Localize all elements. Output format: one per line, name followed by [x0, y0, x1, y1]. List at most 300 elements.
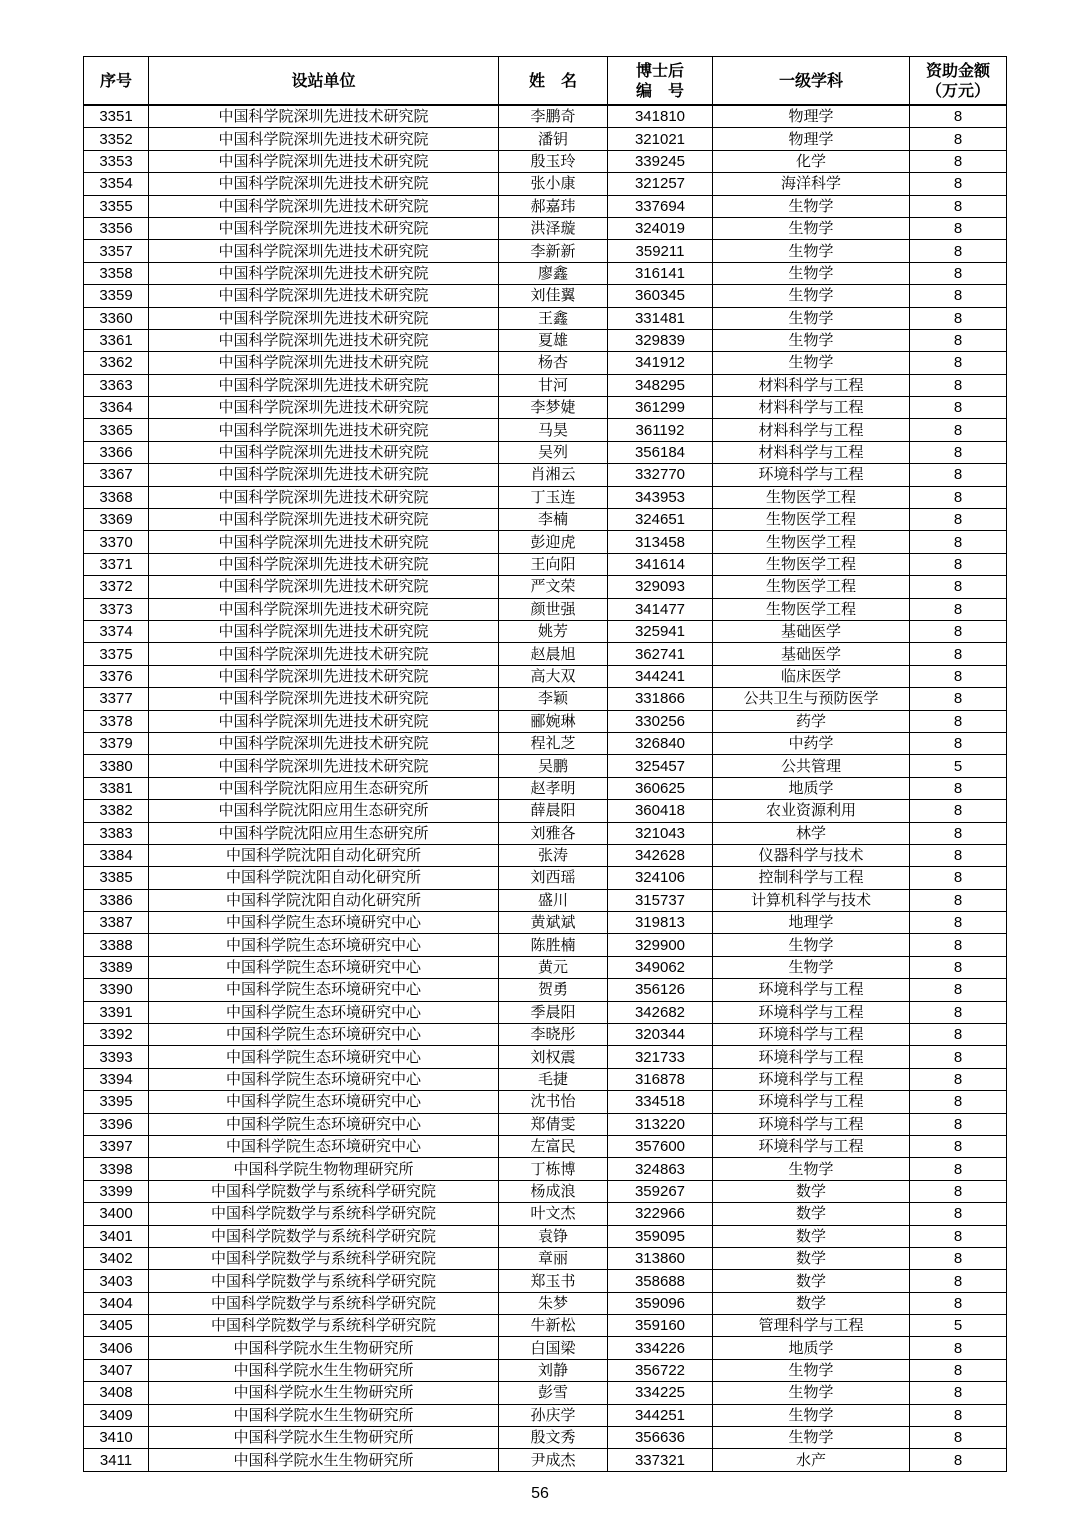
cell-unit: 中国科学院深圳先进技术研究院: [149, 732, 499, 754]
cell-name: 甘河: [499, 374, 608, 396]
table-row: [84, 374, 1007, 396]
cell-name: 黄斌斌: [499, 912, 608, 934]
cell-discipline: 材料科学与工程: [713, 441, 910, 463]
header-seq: 序号: [84, 57, 149, 106]
cell-postdoc-id: 341614: [608, 553, 713, 575]
cell-postdoc-id: 332770: [608, 464, 713, 486]
cell-name: 刘西瑶: [499, 867, 608, 889]
table-row: [84, 173, 1007, 195]
page-number: 56: [531, 1485, 549, 1502]
cell-name: 郑倩雯: [499, 1113, 608, 1135]
cell-postdoc-id: 339245: [608, 150, 713, 172]
cell-amount: 8: [910, 1068, 1007, 1090]
cell-name: 杨杏: [499, 352, 608, 374]
cell-amount: 8: [910, 553, 1007, 575]
cell-amount: 8: [910, 1180, 1007, 1202]
table-row: [84, 665, 1007, 687]
cell-name: 李梦婕: [499, 397, 608, 419]
cell-seq: 3381: [84, 777, 149, 799]
cell-unit: 中国科学院沈阳自动化研究所: [149, 844, 499, 866]
cell-postdoc-id: 361299: [608, 397, 713, 419]
table-row: [84, 1359, 1007, 1381]
table-row: [84, 979, 1007, 1001]
cell-amount: 8: [910, 509, 1007, 531]
table-row: [84, 822, 1007, 844]
cell-postdoc-id: 361192: [608, 419, 713, 441]
cell-unit: 中国科学院水生生物研究所: [149, 1337, 499, 1359]
cell-seq: 3403: [84, 1270, 149, 1292]
cell-amount: 8: [910, 800, 1007, 822]
cell-amount: 8: [910, 576, 1007, 598]
cell-amount: 8: [910, 285, 1007, 307]
cell-discipline: 生物学: [713, 1158, 910, 1180]
cell-name: 李鹏奇: [499, 105, 608, 128]
cell-seq: 3402: [84, 1247, 149, 1269]
cell-unit: 中国科学院数学与系统科学研究院: [149, 1292, 499, 1314]
cell-unit: 中国科学院深圳先进技术研究院: [149, 173, 499, 195]
cell-postdoc-id: 324863: [608, 1158, 713, 1180]
cell-name: 马昊: [499, 419, 608, 441]
table-row: [84, 688, 1007, 710]
cell-name: 张小康: [499, 173, 608, 195]
table-row: [84, 509, 1007, 531]
cell-discipline: 生物医学工程: [713, 509, 910, 531]
cell-discipline: 环境科学与工程: [713, 464, 910, 486]
cell-amount: 8: [910, 643, 1007, 665]
cell-discipline: 环境科学与工程: [713, 1024, 910, 1046]
header-unit: 设站单位: [149, 57, 499, 106]
cell-name: 牛新松: [499, 1315, 608, 1337]
cell-seq: 3397: [84, 1135, 149, 1157]
table-row: [84, 934, 1007, 956]
table-row: [84, 1315, 1007, 1337]
cell-amount: 8: [910, 867, 1007, 889]
cell-seq: 3399: [84, 1180, 149, 1202]
cell-unit: 中国科学院深圳先进技术研究院: [149, 486, 499, 508]
cell-unit: 中国科学院深圳先进技术研究院: [149, 643, 499, 665]
cell-postdoc-id: 337694: [608, 195, 713, 217]
table-row: [84, 195, 1007, 217]
table-row: [84, 150, 1007, 172]
cell-seq: 3375: [84, 643, 149, 665]
cell-seq: 3376: [84, 665, 149, 687]
cell-postdoc-id: 359211: [608, 240, 713, 262]
cell-seq: 3391: [84, 1001, 149, 1023]
cell-discipline: 仪器科学与技术: [713, 844, 910, 866]
cell-unit: 中国科学院沈阳自动化研究所: [149, 867, 499, 889]
cell-discipline: 生物学: [713, 956, 910, 978]
cell-name: 刘佳翼: [499, 285, 608, 307]
cell-discipline: 生物学: [713, 352, 910, 374]
table-row: [84, 643, 1007, 665]
cell-unit: 中国科学院水生生物研究所: [149, 1449, 499, 1471]
cell-seq: 3396: [84, 1113, 149, 1135]
cell-name: 季晨阳: [499, 1001, 608, 1023]
cell-unit: 中国科学院深圳先进技术研究院: [149, 755, 499, 777]
table-row: [84, 285, 1007, 307]
cell-seq: 3383: [84, 822, 149, 844]
cell-discipline: 环境科学与工程: [713, 1091, 910, 1113]
cell-seq: 3352: [84, 128, 149, 150]
header-name: 姓 名: [499, 57, 608, 106]
table-row: [84, 1292, 1007, 1314]
cell-discipline: 生物医学工程: [713, 598, 910, 620]
cell-unit: 中国科学院深圳先进技术研究院: [149, 665, 499, 687]
table-row: [84, 329, 1007, 351]
cell-seq: 3411: [84, 1449, 149, 1471]
cell-postdoc-id: 359096: [608, 1292, 713, 1314]
cell-discipline: 生物学: [713, 307, 910, 329]
cell-name: 张涛: [499, 844, 608, 866]
header-discipline: 一级学科: [713, 57, 910, 106]
cell-seq: 3404: [84, 1292, 149, 1314]
cell-name: 肖湘云: [499, 464, 608, 486]
cell-postdoc-id: 341912: [608, 352, 713, 374]
table-row: [84, 867, 1007, 889]
cell-name: 李新新: [499, 240, 608, 262]
cell-name: 郑玉书: [499, 1270, 608, 1292]
cell-amount: 8: [910, 195, 1007, 217]
cell-seq: 3359: [84, 285, 149, 307]
cell-discipline: 环境科学与工程: [713, 979, 910, 1001]
table-row: [84, 576, 1007, 598]
table-row: [84, 598, 1007, 620]
cell-discipline: 物理学: [713, 128, 910, 150]
cell-seq: 3365: [84, 419, 149, 441]
cell-unit: 中国科学院深圳先进技术研究院: [149, 329, 499, 351]
table-header: [84, 57, 1007, 106]
cell-postdoc-id: 342628: [608, 844, 713, 866]
cell-name: 左富民: [499, 1135, 608, 1157]
cell-postdoc-id: 313458: [608, 531, 713, 553]
cell-name: 殷文秀: [499, 1427, 608, 1449]
cell-postdoc-id: 329093: [608, 576, 713, 598]
cell-discipline: 生物学: [713, 285, 910, 307]
cell-name: 陈胜楠: [499, 934, 608, 956]
cell-seq: 3401: [84, 1225, 149, 1247]
cell-amount: 8: [910, 1427, 1007, 1449]
cell-seq: 3380: [84, 755, 149, 777]
cell-amount: 8: [910, 1024, 1007, 1046]
cell-name: 姚芳: [499, 620, 608, 642]
cell-amount: 5: [910, 1315, 1007, 1337]
table-row: [84, 128, 1007, 150]
cell-discipline: 材料科学与工程: [713, 419, 910, 441]
cell-unit: 中国科学院深圳先进技术研究院: [149, 576, 499, 598]
table-row: [84, 1337, 1007, 1359]
table-row: [84, 1270, 1007, 1292]
cell-seq: 3371: [84, 553, 149, 575]
table-body: [84, 105, 1007, 1471]
cell-name: 尹成杰: [499, 1449, 608, 1471]
cell-unit: 中国科学院生态环境研究中心: [149, 912, 499, 934]
cell-amount: 8: [910, 128, 1007, 150]
cell-postdoc-id: 360418: [608, 800, 713, 822]
cell-postdoc-id: 330256: [608, 710, 713, 732]
cell-name: 彭迎虎: [499, 531, 608, 553]
cell-unit: 中国科学院深圳先进技术研究院: [149, 105, 499, 128]
cell-name: 毛捷: [499, 1068, 608, 1090]
cell-name: 贺勇: [499, 979, 608, 1001]
cell-discipline: 基础医学: [713, 620, 910, 642]
cell-seq: 3379: [84, 732, 149, 754]
cell-postdoc-id: 321257: [608, 173, 713, 195]
cell-name: 王鑫: [499, 307, 608, 329]
cell-name: 章丽: [499, 1247, 608, 1269]
cell-name: 刘静: [499, 1359, 608, 1381]
table-row: [84, 1001, 1007, 1023]
cell-amount: 8: [910, 1158, 1007, 1180]
cell-amount: 8: [910, 486, 1007, 508]
table-row: [84, 486, 1007, 508]
cell-discipline: 水产: [713, 1449, 910, 1471]
cell-seq: 3395: [84, 1091, 149, 1113]
cell-name: 黄元: [499, 956, 608, 978]
cell-postdoc-id: 343953: [608, 486, 713, 508]
table-row: [84, 1404, 1007, 1426]
cell-unit: 中国科学院水生生物研究所: [149, 1382, 499, 1404]
table-row: [84, 1046, 1007, 1068]
cell-discipline: 地质学: [713, 1337, 910, 1359]
cell-seq: 3368: [84, 486, 149, 508]
cell-postdoc-id: 337321: [608, 1449, 713, 1471]
cell-unit: 中国科学院深圳先进技术研究院: [149, 531, 499, 553]
cell-seq: 3405: [84, 1315, 149, 1337]
cell-name: 孙庆学: [499, 1404, 608, 1426]
cell-unit: 中国科学院数学与系统科学研究院: [149, 1315, 499, 1337]
table-row: [84, 710, 1007, 732]
cell-seq: 3357: [84, 240, 149, 262]
cell-unit: 中国科学院深圳先进技术研究院: [149, 374, 499, 396]
cell-discipline: 生物学: [713, 195, 910, 217]
cell-postdoc-id: 334226: [608, 1337, 713, 1359]
cell-seq: 3392: [84, 1024, 149, 1046]
cell-postdoc-id: 359267: [608, 1180, 713, 1202]
cell-postdoc-id: 321021: [608, 128, 713, 150]
cell-unit: 中国科学院深圳先进技术研究院: [149, 419, 499, 441]
cell-amount: 8: [910, 173, 1007, 195]
cell-name: 洪泽璇: [499, 217, 608, 239]
cell-amount: 8: [910, 1292, 1007, 1314]
cell-seq: 3386: [84, 889, 149, 911]
cell-postdoc-id: 359095: [608, 1225, 713, 1247]
table-row: [84, 105, 1007, 128]
cell-seq: 3367: [84, 464, 149, 486]
cell-amount: 8: [910, 1225, 1007, 1247]
cell-amount: 8: [910, 262, 1007, 284]
cell-unit: 中国科学院生态环境研究中心: [149, 1001, 499, 1023]
cell-name: 王向阳: [499, 553, 608, 575]
cell-postdoc-id: 359160: [608, 1315, 713, 1337]
cell-discipline: 化学: [713, 150, 910, 172]
cell-discipline: 数学: [713, 1247, 910, 1269]
cell-discipline: 生物学: [713, 1404, 910, 1426]
cell-unit: 中国科学院生态环境研究中心: [149, 1113, 499, 1135]
table-row: [84, 217, 1007, 239]
header-amount-line1: 资助金额: [925, 60, 990, 80]
cell-discipline: 地质学: [713, 777, 910, 799]
cell-discipline: 药学: [713, 710, 910, 732]
table-row: [84, 956, 1007, 978]
cell-discipline: 材料科学与工程: [713, 374, 910, 396]
table-row: [84, 1203, 1007, 1225]
cell-discipline: 数学: [713, 1225, 910, 1247]
cell-unit: 中国科学院生态环境研究中心: [149, 979, 499, 1001]
cell-postdoc-id: 360625: [608, 777, 713, 799]
table-row: [84, 262, 1007, 284]
cell-unit: 中国科学院水生生物研究所: [149, 1359, 499, 1381]
cell-unit: 中国科学院深圳先进技术研究院: [149, 688, 499, 710]
cell-discipline: 物理学: [713, 105, 910, 128]
cell-name: 朱梦: [499, 1292, 608, 1314]
cell-postdoc-id: 324019: [608, 217, 713, 239]
cell-seq: 3369: [84, 509, 149, 531]
cell-amount: 8: [910, 217, 1007, 239]
cell-postdoc-id: 344241: [608, 665, 713, 687]
cell-amount: 8: [910, 1449, 1007, 1471]
cell-seq: 3366: [84, 441, 149, 463]
cell-name: 吴列: [499, 441, 608, 463]
cell-unit: 中国科学院生态环境研究中心: [149, 1091, 499, 1113]
cell-amount: 8: [910, 1382, 1007, 1404]
table-row: [84, 620, 1007, 642]
cell-postdoc-id: 319813: [608, 912, 713, 934]
cell-unit: 中国科学院沈阳应用生态研究所: [149, 800, 499, 822]
cell-amount: 8: [910, 598, 1007, 620]
cell-discipline: 生物学: [713, 262, 910, 284]
cell-unit: 中国科学院深圳先进技术研究院: [149, 217, 499, 239]
cell-unit: 中国科学院生态环境研究中心: [149, 1046, 499, 1068]
cell-seq: 3362: [84, 352, 149, 374]
cell-discipline: 生物学: [713, 240, 910, 262]
funding-table: [83, 56, 1007, 1472]
cell-unit: 中国科学院深圳先进技术研究院: [149, 441, 499, 463]
cell-seq: 3408: [84, 1382, 149, 1404]
cell-unit: 中国科学院深圳先进技术研究院: [149, 710, 499, 732]
cell-amount: 8: [910, 419, 1007, 441]
cell-amount: 8: [910, 1113, 1007, 1135]
table-row: [84, 1091, 1007, 1113]
cell-postdoc-id: 362741: [608, 643, 713, 665]
cell-discipline: 数学: [713, 1180, 910, 1202]
cell-unit: 中国科学院生物物理研究所: [149, 1158, 499, 1180]
cell-discipline: 生物学: [713, 217, 910, 239]
table-row: [84, 1068, 1007, 1090]
table-row: [84, 1247, 1007, 1269]
cell-unit: 中国科学院深圳先进技术研究院: [149, 352, 499, 374]
cell-discipline: 生物医学工程: [713, 531, 910, 553]
cell-name: 高大双: [499, 665, 608, 687]
cell-discipline: 农业资源利用: [713, 800, 910, 822]
cell-unit: 中国科学院深圳先进技术研究院: [149, 397, 499, 419]
cell-unit: 中国科学院生态环境研究中心: [149, 934, 499, 956]
table-row: [84, 844, 1007, 866]
table-row: [84, 1024, 1007, 1046]
cell-seq: 3353: [84, 150, 149, 172]
cell-amount: 8: [910, 822, 1007, 844]
cell-amount: 8: [910, 441, 1007, 463]
cell-unit: 中国科学院沈阳应用生态研究所: [149, 822, 499, 844]
cell-postdoc-id: 325941: [608, 620, 713, 642]
cell-seq: 3407: [84, 1359, 149, 1381]
cell-seq: 3361: [84, 329, 149, 351]
cell-amount: 5: [910, 755, 1007, 777]
cell-postdoc-id: 324651: [608, 509, 713, 531]
header-amount-line2: （万元）: [925, 80, 990, 100]
cell-postdoc-id: 357600: [608, 1135, 713, 1157]
cell-postdoc-id: 344251: [608, 1404, 713, 1426]
cell-seq: 3364: [84, 397, 149, 419]
cell-unit: 中国科学院数学与系统科学研究院: [149, 1180, 499, 1202]
cell-seq: 3384: [84, 844, 149, 866]
cell-postdoc-id: 321043: [608, 822, 713, 844]
cell-postdoc-id: 360345: [608, 285, 713, 307]
cell-postdoc-id: 331866: [608, 688, 713, 710]
cell-seq: 3398: [84, 1158, 149, 1180]
cell-amount: 8: [910, 240, 1007, 262]
cell-discipline: 环境科学与工程: [713, 1068, 910, 1090]
cell-postdoc-id: 334225: [608, 1382, 713, 1404]
cell-name: 彭雪: [499, 1382, 608, 1404]
table-row: [84, 1180, 1007, 1202]
cell-unit: 中国科学院沈阳应用生态研究所: [149, 777, 499, 799]
cell-postdoc-id: 331481: [608, 307, 713, 329]
cell-discipline: 生物医学工程: [713, 486, 910, 508]
cell-seq: 3393: [84, 1046, 149, 1068]
cell-unit: 中国科学院深圳先进技术研究院: [149, 598, 499, 620]
cell-name: 杨成浪: [499, 1180, 608, 1202]
cell-discipline: 生物学: [713, 1382, 910, 1404]
cell-discipline: 公共卫生与预防医学: [713, 688, 910, 710]
cell-amount: 8: [910, 397, 1007, 419]
cell-seq: 3394: [84, 1068, 149, 1090]
cell-unit: 中国科学院水生生物研究所: [149, 1427, 499, 1449]
cell-amount: 8: [910, 665, 1007, 687]
cell-amount: 8: [910, 844, 1007, 866]
cell-unit: 中国科学院生态环境研究中心: [149, 1068, 499, 1090]
cell-amount: 8: [910, 531, 1007, 553]
cell-postdoc-id: 356636: [608, 1427, 713, 1449]
table-row: [84, 889, 1007, 911]
cell-name: 李晓彤: [499, 1024, 608, 1046]
cell-seq: 3390: [84, 979, 149, 1001]
cell-unit: 中国科学院深圳先进技术研究院: [149, 240, 499, 262]
cell-seq: 3354: [84, 173, 149, 195]
cell-amount: 8: [910, 710, 1007, 732]
table-row: [84, 755, 1007, 777]
cell-postdoc-id: 320344: [608, 1024, 713, 1046]
cell-discipline: 生物医学工程: [713, 576, 910, 598]
cell-postdoc-id: 316141: [608, 262, 713, 284]
table-row: [84, 307, 1007, 329]
table-row: [84, 1135, 1007, 1157]
cell-amount: 8: [910, 979, 1007, 1001]
cell-name: 赵孝明: [499, 777, 608, 799]
cell-name: 白国梁: [499, 1337, 608, 1359]
cell-name: 郦婉琳: [499, 710, 608, 732]
cell-name: 夏雄: [499, 329, 608, 351]
cell-name: 盛川: [499, 889, 608, 911]
cell-discipline: 生物学: [713, 1359, 910, 1381]
cell-postdoc-id: 348295: [608, 374, 713, 396]
cell-discipline: 中药学: [713, 732, 910, 754]
cell-unit: 中国科学院生态环境研究中心: [149, 956, 499, 978]
cell-name: 李楠: [499, 509, 608, 531]
cell-discipline: 基础医学: [713, 643, 910, 665]
cell-discipline: 环境科学与工程: [713, 1001, 910, 1023]
cell-amount: 8: [910, 1001, 1007, 1023]
cell-postdoc-id: 341477: [608, 598, 713, 620]
